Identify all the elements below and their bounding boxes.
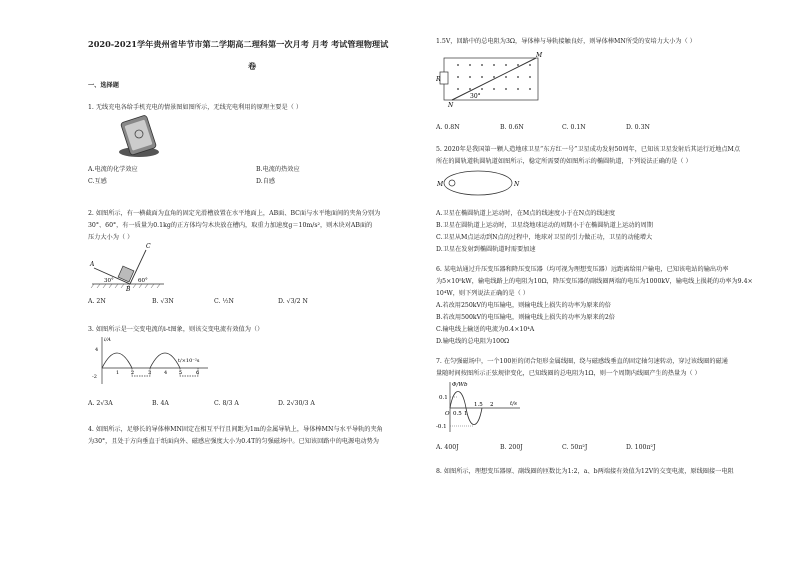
q2-option-d: D. √3/2 N <box>278 298 308 305</box>
q6-option-d: D.输电线的总电阻为100Ω <box>436 338 510 345</box>
half-wave-2 <box>150 353 180 368</box>
xtick-05: 0.5 <box>453 411 462 417</box>
q7-flux-graph <box>436 378 526 434</box>
q6-stem-line3: 10⁴W，则下列说法正确的是（ ） <box>436 290 529 297</box>
xtick-4: 4 <box>164 370 168 376</box>
q1-option-c: C.互感 <box>88 178 107 185</box>
q4-continuation: 1.5V，回路中的总电阻为3Ω，导体棒与导轨接触良好，则导体棒MN所受的安培力大小为（ ） <box>436 38 696 45</box>
q5-option-b: B.卫星在圆轨道上运动时，卫星绕地球运动的周期小于在椭圆轨道上运动的周期 <box>436 222 653 229</box>
xtick-3: 3 <box>148 370 152 376</box>
q2-stem-line3: 压力大小为（ ） <box>88 234 134 241</box>
q6-stem-line1: 6. 某电站通过升压变压器和降压变压器（均可视为理想变压器）远距离给用户输电，已知该电站的输出功率 <box>436 266 729 273</box>
xtick-2: 2 <box>490 402 494 408</box>
q5-stem-line1: 5. 2020年是我国第一颗人造地球卫星“东方红一号”卫星成功发射50周年，已知该卫星发射后其运行近地点M点 <box>436 146 741 153</box>
q2-option-b: B. √3N <box>152 298 174 305</box>
angle-30: 30° <box>104 278 114 284</box>
half-wave-1 <box>102 353 132 368</box>
resistor-r <box>440 72 448 84</box>
label-m: M <box>536 52 543 59</box>
ytick-top: 4 <box>95 347 99 353</box>
q4-stem-line1: 4. 如图所示，足够长的导体棒MN固定在相互平行且间距为1m的金属导轨上，导体棒MN与水平导轨的夹角 <box>88 426 383 433</box>
q8-stem: 8. 如图所示，理想变压器原、副线圈的匝数比为1:2，a、b两端接有效值为12V的交变电流，原线圈接一电阻 <box>436 468 734 475</box>
angle-60: 60° <box>138 278 148 284</box>
label-a: A <box>90 261 95 268</box>
xtick-2: 2 <box>131 370 135 376</box>
xtick-6: 6 <box>196 370 200 376</box>
label-r: R <box>436 76 441 83</box>
xtick-1: 1 <box>464 411 468 417</box>
q4-option-b: B. 0.6N <box>500 124 524 131</box>
section-heading: 一、选择题 <box>88 82 119 89</box>
q4-stem-line2: 为30°，且处于方向垂直于纸面向外、磁感应强度大小为0.4T的匀强磁场中。已知该回路中的电源电动势为 <box>88 438 379 445</box>
q4-rail-figure <box>436 48 546 108</box>
ytick-bottom: -2 <box>92 374 97 380</box>
doc-title-line1: 2020-2021学年贵州省毕节市第二学期高二理科第一次月考 月考 考试管理物理试 <box>88 39 389 49</box>
q6-option-c: C.输电线上输送的电流为0.4×10⁴A <box>436 326 535 333</box>
q7-stem-line1: 7. 在匀强磁场中，一个100匝的闭合矩形金属线圈，绕与磁感线垂直的固定轴匀速转动，穿过该线圈的磁通 <box>436 358 728 365</box>
graph-xlabel: t/×10⁻²s <box>178 358 200 364</box>
graph-xlabel: t/s <box>510 401 517 407</box>
origin: O <box>445 411 450 417</box>
graph-ylabel: Φ/Wb <box>452 382 468 388</box>
q1-stem: 1. 无线充电各给手机充电的情景图如图所示，无线充电利用的原理主要是（ ） <box>88 104 303 111</box>
q3-option-a: A. 2√3A <box>88 400 113 407</box>
q3-current-graph <box>92 334 212 386</box>
label-n: N <box>514 181 520 188</box>
q7-option-c: C. 50π²J <box>562 444 588 451</box>
q1-option-a: A.电流的化学效应 <box>88 166 138 173</box>
q6-option-b: B.若改用500kV的电压输电，则输电线上损失的功率为原来的2倍 <box>436 314 615 321</box>
label-b: B <box>126 286 131 292</box>
q4-option-a: A. 0.8N <box>436 124 460 131</box>
q5-option-c: C.卫星从M点运动到N点的过程中，地球对卫星的引力做正功，卫星的动能增大 <box>436 234 653 241</box>
q2-option-a: A. 2N <box>88 298 106 305</box>
q7-option-a: A. 400J <box>436 444 459 451</box>
q7-option-d: D. 100π²J <box>626 444 656 451</box>
xtick-15: 1.5 <box>474 402 483 408</box>
earth <box>449 180 455 186</box>
q2-stem-line2: 30°、60°，有一质量为0.1kg的正方体均匀木块放在槽内，取重力加速度g＝10m/s²，则木块对AB面的 <box>88 222 373 229</box>
ytick-bottom: -0.1 <box>436 424 447 430</box>
q1-option-b: B.电流的热效应 <box>256 166 300 173</box>
q5-stem-line2: 所在的圆轨道轨圆轨道如图所示，稳定所需要的如图所示的椭圆轨道，下列说法正确的是（ ） <box>436 158 692 165</box>
graph-ylabel: i/A <box>104 337 111 343</box>
magnetic-field-dots <box>457 64 531 90</box>
q6-stem-line2: 为5×10⁵kW，输电线路上的电阻为10Ω，降压变压器的副线圈两端的电压为1000kV，输电线上损耗的功率为9.4× <box>436 278 753 285</box>
xtick-5: 5 <box>179 370 183 376</box>
q2-groove-figure <box>88 238 168 292</box>
label-c: C <box>146 243 151 250</box>
q5-option-d: D.卫星在发射到椭圆轨道时需要加速 <box>436 246 536 253</box>
q3-option-b: B. 4A <box>152 400 169 407</box>
label-m: M <box>437 181 444 188</box>
q7-stem-line2: 量随时间按图所示正弦规律变化，已知线圈的总电阻为1Ω，则一个周期内线圈产生的热量为（ ） <box>436 370 701 377</box>
ytick-top: 0.1 <box>439 395 448 401</box>
q6-option-a: A.若改用250kV的电压输电，则输电线上损失的功率为原来的倍 <box>436 302 611 309</box>
xtick-1: 1 <box>116 370 120 376</box>
q5-option-a: A.卫星在椭圆轨道上运动时，在M点的线速度小于在N点的线速度 <box>436 210 616 217</box>
label-n: N <box>448 102 454 108</box>
q2-stem-line1: 2. 如图所示，有一横截面为直角的固定光滑槽放置在水平地面上，AB面、BC面与水平地面间的夹角分别为 <box>88 210 381 217</box>
q4-option-d: D. 0.3N <box>626 124 650 131</box>
q5-orbit-figure <box>436 166 520 200</box>
q2-option-c: C. ½N <box>214 298 234 305</box>
q3-option-d: D. 2√30/3 A <box>278 400 315 407</box>
q7-option-b: B. 200J <box>500 444 523 451</box>
angle-label: 30° <box>470 93 481 100</box>
doc-title-line2: 卷 <box>248 61 257 71</box>
q3-option-c: C. 8/3 A <box>214 400 239 407</box>
q1-option-d: D.自感 <box>256 178 276 185</box>
q3-stem: 3. 如图所示是一交变电流的i-t图象，则该交变电流有效值为（） <box>88 326 264 333</box>
q1-phone-charger-figure <box>118 114 160 158</box>
q4-option-c: C. 0.1N <box>562 124 586 131</box>
